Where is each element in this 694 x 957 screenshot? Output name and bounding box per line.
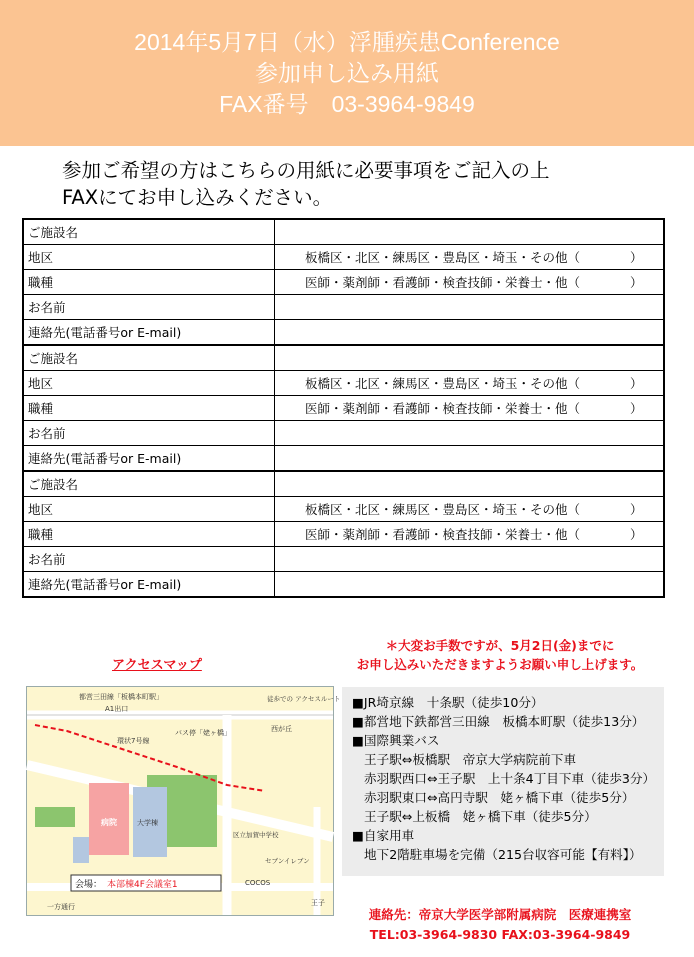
label-nishigaoka: 西が丘 xyxy=(271,725,292,733)
form-value-field[interactable] xyxy=(275,446,665,472)
form-value-field[interactable]: 板橋区・北区・練馬区・豊島区・埼玉・その他（ ） xyxy=(275,245,665,270)
form-label: 職種 xyxy=(23,396,275,421)
form-label: 地区 xyxy=(23,497,275,522)
form-label: 地区 xyxy=(23,245,275,270)
form-row xyxy=(23,219,664,245)
deadline-notice xyxy=(340,636,660,674)
form-value-field[interactable] xyxy=(275,219,665,245)
label-hospital: 病院 xyxy=(101,818,117,827)
form-value-field[interactable]: 板橋区・北区・練馬区・豊島区・埼玉・その他（ ） xyxy=(275,497,665,522)
form-label: お名前 xyxy=(23,547,275,572)
transport-item: ■都営地下鉄都営三田線 板橋本町駅（徒歩13分） xyxy=(352,714,645,729)
form-row xyxy=(23,270,664,295)
event-title: 2014年5月7日（水）浮腫疾患Conference xyxy=(134,29,560,55)
label-oneway: 一方通行 xyxy=(47,903,75,911)
form-value-field[interactable] xyxy=(275,295,665,320)
label-venue: 本部棟4F会議室1 xyxy=(107,880,178,890)
form-label: ご施設名 xyxy=(23,471,275,497)
notice-line-1: ＊大変お手数ですが、5月2日(金)までに xyxy=(385,638,615,653)
label-route-note: 徒歩での アクセスルート xyxy=(267,695,341,703)
form-row xyxy=(23,371,664,396)
label-exit: A1出口 xyxy=(105,705,129,713)
access-map-title: アクセスマップ xyxy=(112,658,202,673)
form-row xyxy=(23,320,664,346)
form-value-field[interactable] xyxy=(275,320,665,346)
form-label: 連絡先(電話番号or E-mail) xyxy=(23,572,275,598)
contact-line-1: 連絡先：帝京大学医学部附属病院 医療連携室 xyxy=(368,907,632,922)
label-station: 都営三田線「板橋本町駅」 xyxy=(79,693,163,701)
label-bus: バス停「姥ヶ橋」 xyxy=(175,729,231,737)
form-value-field[interactable]: 板橋区・北区・練馬区・豊島区・埼玉・その他（ ） xyxy=(275,371,665,396)
form-row xyxy=(23,547,664,572)
form-value-field[interactable] xyxy=(275,421,665,446)
label-school: 区立加賀中学校 xyxy=(233,831,279,839)
form-row xyxy=(23,421,664,446)
form-row xyxy=(23,446,664,472)
transport-item: 王子駅⇔上板橋 姥ヶ橋下車（徒歩5分） xyxy=(364,809,597,824)
transport-item: ■国際興業バス xyxy=(352,733,440,748)
form-title: 参加申し込み用紙 xyxy=(255,60,439,86)
contact-info xyxy=(340,905,660,945)
form-label: ご施設名 xyxy=(23,345,275,371)
registration-form-table xyxy=(22,218,665,598)
form-label: 連絡先(電話番号or E-mail) xyxy=(23,446,275,472)
form-row xyxy=(23,345,664,371)
form-value-field[interactable]: 医師・薬剤師・看護師・検査技師・栄養士・他（ ） xyxy=(275,396,665,421)
label-univ: 大学棟 xyxy=(137,819,158,827)
form-row xyxy=(23,471,664,497)
transport-item: 赤羽駅東口⇔高円寺駅 姥ヶ橋下車（徒歩5分） xyxy=(364,790,635,805)
form-row xyxy=(23,572,664,598)
transport-item: ■JR埼京線 十条駅（徒歩10分） xyxy=(352,695,544,710)
notice-line-2: お申し込みいただきますようお願い申し上げます。 xyxy=(356,657,644,672)
form-label: ご施設名 xyxy=(23,219,275,245)
transport-item: 王子駅⇔板橋駅 帝京大学病院前下車 xyxy=(364,752,577,767)
label-oji: 王子 xyxy=(311,899,325,907)
form-label: 地区 xyxy=(23,371,275,396)
form-value-field[interactable] xyxy=(275,345,665,371)
form-label: 職種 xyxy=(23,522,275,547)
map-graphic xyxy=(27,687,341,915)
label-cocos: COCOS xyxy=(245,879,271,887)
intro-text xyxy=(62,157,672,211)
contact-line-2: TEL:03-3964-9830 FAX:03-3964-9849 xyxy=(369,927,631,942)
form-row xyxy=(23,245,664,270)
form-value-field[interactable] xyxy=(275,547,665,572)
transport-item: ■自家用車 xyxy=(352,828,415,843)
header-banner xyxy=(0,0,694,146)
form-row xyxy=(23,497,664,522)
annex-building xyxy=(73,837,89,863)
form-label: お名前 xyxy=(23,295,275,320)
form-value-field[interactable]: 医師・薬剤師・看護師・検査技師・栄養士・他（ ） xyxy=(275,270,665,295)
form-label: 職種 xyxy=(23,270,275,295)
form-label: 連絡先(電話番号or E-mail) xyxy=(23,320,275,346)
transport-item: 地下2階駐車場を完備（215台収容可能【有料】） xyxy=(364,847,642,862)
form-value-field[interactable]: 医師・薬剤師・看護師・検査技師・栄養士・他（ ） xyxy=(275,522,665,547)
form-row xyxy=(23,295,664,320)
form-value-field[interactable] xyxy=(275,572,665,598)
form-row xyxy=(23,522,664,547)
label-venue-prefix: 会場： xyxy=(75,880,103,890)
intro-line-2: FAXにてお申し込みください。 xyxy=(62,186,333,209)
label-seven: セブンイレブン xyxy=(265,857,310,865)
transport-item: 赤羽駅西口⇔王子駅 上十条4丁目下車（徒歩3分） xyxy=(364,771,656,786)
access-map xyxy=(26,686,341,916)
form-value-field[interactable] xyxy=(275,471,665,497)
transport-info xyxy=(342,687,664,876)
label-ring-road: 環状7号線 xyxy=(117,737,150,745)
green-area-small xyxy=(35,807,75,827)
form-label: お名前 xyxy=(23,421,275,446)
fax-number: FAX番号 03-3964-9849 xyxy=(219,91,475,117)
intro-line-1: 参加ご希望の方はこちらの用紙に必要事項をご記入の上 xyxy=(62,159,550,182)
form-row xyxy=(23,396,664,421)
